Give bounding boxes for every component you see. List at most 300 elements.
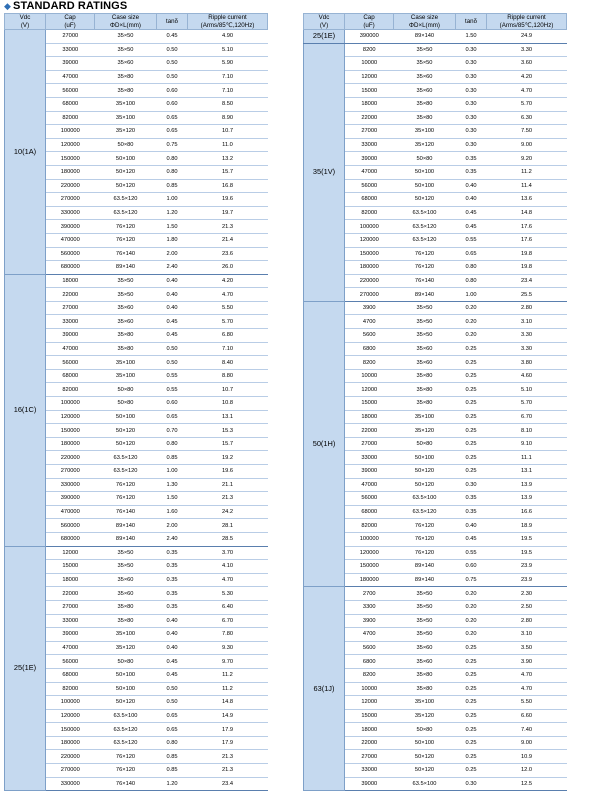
- ripple-current-cell: 9.30: [188, 641, 268, 655]
- cap-cell: 68000: [46, 369, 95, 383]
- tan-delta-cell: 0.85: [157, 451, 188, 465]
- tan-delta-cell: 0.80: [157, 437, 188, 451]
- cap-cell: 470000: [46, 233, 95, 247]
- tan-delta-cell: 0.45: [157, 655, 188, 669]
- case-size-cell: 50×100: [95, 410, 157, 424]
- cap-cell: 5600: [345, 641, 394, 655]
- ripple-current-cell: 28.5: [188, 532, 268, 546]
- ripple-current-cell: 11.2: [487, 165, 567, 179]
- tan-delta-cell: 0.45: [157, 668, 188, 682]
- case-size-cell: 35×50: [394, 301, 456, 315]
- case-size-cell: 50×100: [394, 736, 456, 750]
- case-size-cell: 35×50: [394, 57, 456, 71]
- cap-cell: 270000: [46, 193, 95, 207]
- ripple-current-cell: 5.30: [188, 587, 268, 601]
- ripple-current-cell: 12.0: [487, 764, 567, 778]
- tan-delta-cell: 0.25: [456, 437, 487, 451]
- table-row: [304, 43, 567, 57]
- case-size-cell: 35×60: [95, 573, 157, 587]
- case-size-cell: 89×140: [95, 519, 157, 533]
- tan-delta-cell: 2.00: [157, 519, 188, 533]
- cap-cell: 5600: [345, 329, 394, 343]
- table-row: [304, 30, 567, 44]
- tan-delta-cell: 0.75: [456, 573, 487, 587]
- case-size-cell: 63.5×120: [95, 736, 157, 750]
- tan-delta-cell: 0.65: [157, 410, 188, 424]
- ripple-current-cell: 11.4: [487, 179, 567, 193]
- table-row: [304, 587, 567, 601]
- case-size-cell: 50×120: [95, 165, 157, 179]
- case-size-cell: 50×100: [394, 165, 456, 179]
- tan-delta-cell: 1.20: [157, 206, 188, 220]
- ripple-current-cell: 2.80: [487, 301, 567, 315]
- tan-delta-cell: 0.40: [157, 301, 188, 315]
- cap-cell: 33000: [46, 315, 95, 329]
- case-size-cell: 35×50: [394, 600, 456, 614]
- cap-cell: 100000: [46, 696, 95, 710]
- cap-cell: 150000: [46, 152, 95, 166]
- ripple-current-cell: 9.20: [487, 152, 567, 166]
- tan-delta-cell: 0.80: [157, 736, 188, 750]
- case-size-cell: 35×100: [95, 369, 157, 383]
- cap-cell: 39000: [345, 152, 394, 166]
- cap-cell: 390000: [46, 220, 95, 234]
- tan-delta-cell: 0.30: [456, 111, 487, 125]
- case-size-cell: 50×80: [394, 152, 456, 166]
- cap-cell: 18000: [345, 723, 394, 737]
- cap-cell: 3300: [345, 600, 394, 614]
- case-size-cell: 35×80: [95, 84, 157, 98]
- tan-delta-cell: 0.45: [157, 30, 188, 44]
- tan-delta-cell: 0.25: [456, 451, 487, 465]
- cap-cell: 82000: [345, 519, 394, 533]
- cap-cell: 39000: [345, 465, 394, 479]
- cap-cell: 33000: [345, 764, 394, 778]
- cap-cell: 47000: [345, 165, 394, 179]
- table-row: [5, 274, 268, 288]
- case-size-cell: 63.5×120: [95, 723, 157, 737]
- vdc-cell: 16(1C): [5, 274, 46, 546]
- tan-delta-cell: 0.35: [456, 165, 487, 179]
- case-size-cell: 76×120: [95, 478, 157, 492]
- ripple-current-cell: 7.80: [188, 628, 268, 642]
- ripple-current-cell: 21.3: [188, 764, 268, 778]
- tan-delta-cell: 0.50: [157, 43, 188, 57]
- case-size-cell: 35×60: [394, 641, 456, 655]
- case-size-cell: 89×140: [394, 288, 456, 302]
- cap-cell: 2700: [345, 587, 394, 601]
- case-size-cell: 35×100: [95, 628, 157, 642]
- case-size-cell: 76×140: [95, 247, 157, 261]
- case-size-cell: 63.5×120: [95, 465, 157, 479]
- tan-delta-cell: 1.50: [456, 30, 487, 44]
- case-size-cell: 76×120: [95, 220, 157, 234]
- cap-cell: 47000: [46, 342, 95, 356]
- cap-cell: 39000: [46, 628, 95, 642]
- case-size-cell: 50×120: [394, 764, 456, 778]
- cap-cell: 18000: [46, 573, 95, 587]
- tan-delta-cell: 0.30: [456, 777, 487, 791]
- cap-cell: 39000: [46, 57, 95, 71]
- cap-cell: 3900: [345, 301, 394, 315]
- cap-cell: 39000: [46, 329, 95, 343]
- cap-cell: 180000: [345, 573, 394, 587]
- case-size-cell: 35×80: [394, 97, 456, 111]
- ripple-current-cell: 5.10: [188, 43, 268, 57]
- tan-delta-cell: 0.30: [456, 84, 487, 98]
- cap-cell: 27000: [345, 750, 394, 764]
- tan-delta-cell: 0.40: [157, 641, 188, 655]
- tan-delta-cell: 1.00: [456, 288, 487, 302]
- cap-cell: 470000: [46, 505, 95, 519]
- cap-cell: 180000: [46, 437, 95, 451]
- ripple-current-cell: 2.30: [487, 587, 567, 601]
- case-size-cell: 63.5×100: [95, 709, 157, 723]
- cap-cell: 22000: [345, 736, 394, 750]
- tan-delta-cell: 0.55: [157, 383, 188, 397]
- ripple-current-cell: 13.2: [188, 152, 268, 166]
- tan-delta-cell: 0.25: [456, 682, 487, 696]
- ripple-current-cell: 8.40: [188, 356, 268, 370]
- ripple-current-cell: 7.10: [188, 342, 268, 356]
- case-size-cell: 50×120: [95, 696, 157, 710]
- case-size-cell: 35×80: [95, 70, 157, 84]
- cap-cell: 27000: [46, 30, 95, 44]
- cap-cell: 120000: [345, 233, 394, 247]
- cap-cell: 33000: [345, 451, 394, 465]
- ripple-current-cell: 3.10: [487, 315, 567, 329]
- cap-cell: 82000: [46, 111, 95, 125]
- tan-delta-cell: 0.85: [157, 179, 188, 193]
- cap-cell: 56000: [46, 655, 95, 669]
- cap-cell: 330000: [46, 206, 95, 220]
- tan-delta-cell: 0.35: [157, 560, 188, 574]
- ripple-current-cell: 19.6: [188, 465, 268, 479]
- header-row: [5, 14, 268, 30]
- ripple-current-cell: 4.70: [487, 668, 567, 682]
- ripple-current-cell: 2.50: [487, 600, 567, 614]
- cap-cell: 220000: [345, 274, 394, 288]
- ripple-current-cell: 13.9: [487, 478, 567, 492]
- cap-cell: 390000: [46, 492, 95, 506]
- tan-delta-cell: 0.20: [456, 315, 487, 329]
- tan-delta-cell: 0.85: [157, 764, 188, 778]
- case-size-cell: 76×140: [394, 274, 456, 288]
- ripple-current-cell: 19.7: [188, 206, 268, 220]
- cap-cell: 560000: [46, 247, 95, 261]
- case-size-cell: 35×80: [95, 600, 157, 614]
- cap-cell: 10000: [345, 57, 394, 71]
- cap-cell: 100000: [46, 125, 95, 139]
- col-header-case-size: Case size ΦD×L(mm): [95, 14, 157, 30]
- ripple-current-cell: 7.50: [487, 125, 567, 139]
- cap-cell: 270000: [46, 465, 95, 479]
- case-size-cell: 50×120: [95, 437, 157, 451]
- vdc-cell: 50(1H): [304, 301, 345, 586]
- tan-delta-cell: 0.65: [456, 247, 487, 261]
- cap-cell: 22000: [345, 424, 394, 438]
- cap-cell: 220000: [46, 179, 95, 193]
- case-size-cell: 89×140: [95, 532, 157, 546]
- case-size-cell: 35×80: [95, 329, 157, 343]
- case-size-cell: 63.5×120: [394, 220, 456, 234]
- page-title: [4, 0, 127, 12]
- cap-cell: 270000: [46, 764, 95, 778]
- tan-delta-cell: 0.80: [456, 261, 487, 275]
- case-size-cell: 35×80: [394, 682, 456, 696]
- ripple-current-cell: 9.10: [487, 437, 567, 451]
- cap-cell: 15000: [345, 709, 394, 723]
- case-size-cell: 35×100: [95, 97, 157, 111]
- case-size-cell: 63.5×120: [394, 505, 456, 519]
- col-header-cap: Cap (uF): [345, 14, 394, 30]
- tan-delta-cell: 0.25: [456, 709, 487, 723]
- tan-delta-cell: 0.50: [157, 682, 188, 696]
- tan-delta-cell: 0.60: [157, 397, 188, 411]
- ripple-current-cell: 10.7: [188, 125, 268, 139]
- col-header-tan-delta: tanδ: [456, 14, 487, 30]
- tan-delta-cell: 0.70: [157, 424, 188, 438]
- ripple-current-cell: 5.70: [188, 315, 268, 329]
- tan-delta-cell: 0.35: [157, 600, 188, 614]
- ripple-current-cell: 5.70: [487, 97, 567, 111]
- case-size-cell: 50×80: [95, 655, 157, 669]
- case-size-cell: 35×60: [95, 587, 157, 601]
- vdc-cell: 63(1J): [304, 587, 345, 791]
- ripple-current-cell: 11.1: [487, 451, 567, 465]
- case-size-cell: 50×120: [394, 478, 456, 492]
- tan-delta-cell: 0.50: [157, 696, 188, 710]
- tan-delta-cell: 1.00: [157, 465, 188, 479]
- ripple-current-cell: 4.70: [487, 682, 567, 696]
- ripple-current-cell: 10.7: [188, 383, 268, 397]
- case-size-cell: 89×140: [95, 261, 157, 275]
- ripple-current-cell: 23.9: [487, 573, 567, 587]
- case-size-cell: 35×50: [95, 560, 157, 574]
- case-size-cell: 35×50: [394, 587, 456, 601]
- cap-cell: 4700: [345, 315, 394, 329]
- ripple-current-cell: 4.10: [188, 560, 268, 574]
- case-size-cell: 50×120: [95, 424, 157, 438]
- ripple-current-cell: 5.70: [487, 397, 567, 411]
- ripple-current-cell: 8.80: [188, 369, 268, 383]
- cap-cell: 680000: [46, 261, 95, 275]
- ripple-current-cell: 21.3: [188, 750, 268, 764]
- ripple-current-cell: 10.8: [188, 397, 268, 411]
- col-header-ripple-current: Ripple current (Arms/85℃,120Hz): [487, 14, 567, 30]
- ripple-current-cell: 17.9: [188, 736, 268, 750]
- tan-delta-cell: 0.30: [456, 125, 487, 139]
- case-size-cell: 76×120: [394, 532, 456, 546]
- ripple-current-cell: 6.40: [188, 600, 268, 614]
- ripple-current-cell: 6.80: [188, 329, 268, 343]
- tan-delta-cell: 0.35: [456, 492, 487, 506]
- cap-cell: 220000: [46, 750, 95, 764]
- vdc-cell: 10(1A): [5, 30, 46, 275]
- tan-delta-cell: 0.25: [456, 668, 487, 682]
- ripple-current-cell: 23.6: [188, 247, 268, 261]
- ripple-current-cell: 4.70: [188, 288, 268, 302]
- tan-delta-cell: 0.25: [456, 383, 487, 397]
- ratings-table-left: [4, 13, 268, 791]
- ripple-current-cell: 4.20: [487, 70, 567, 84]
- case-size-cell: 89×140: [394, 573, 456, 587]
- case-size-cell: 76×120: [394, 546, 456, 560]
- cap-cell: 100000: [46, 397, 95, 411]
- case-size-cell: 35×100: [394, 696, 456, 710]
- table-row: [5, 546, 268, 560]
- case-size-cell: 50×100: [95, 668, 157, 682]
- col-header-ripple-current: Ripple current (Arms/85℃,120Hz): [188, 14, 268, 30]
- cap-cell: 15000: [345, 397, 394, 411]
- case-size-cell: 50×120: [95, 179, 157, 193]
- ripple-current-cell: 24.9: [487, 30, 567, 44]
- table-row: [5, 30, 268, 44]
- case-size-cell: 35×80: [394, 369, 456, 383]
- tan-delta-cell: 0.55: [456, 233, 487, 247]
- case-size-cell: 35×120: [394, 138, 456, 152]
- tan-delta-cell: 0.45: [456, 220, 487, 234]
- ripple-current-cell: 8.50: [188, 97, 268, 111]
- ripple-current-cell: 9.70: [188, 655, 268, 669]
- ripple-current-cell: 19.8: [487, 247, 567, 261]
- tan-delta-cell: 0.80: [456, 274, 487, 288]
- ripple-current-cell: 3.80: [487, 356, 567, 370]
- ripple-current-cell: 3.10: [487, 628, 567, 642]
- vdc-cell: 35(1V): [304, 43, 345, 301]
- ripple-current-cell: 11.2: [188, 682, 268, 696]
- cap-cell: 180000: [345, 261, 394, 275]
- tan-delta-cell: 0.60: [157, 97, 188, 111]
- ripple-current-cell: 4.20: [188, 274, 268, 288]
- case-size-cell: 35×50: [95, 288, 157, 302]
- cap-cell: 27000: [345, 125, 394, 139]
- ripple-current-cell: 19.5: [487, 532, 567, 546]
- ripple-current-cell: 8.90: [188, 111, 268, 125]
- ripple-current-cell: 3.30: [487, 43, 567, 57]
- ripple-current-cell: 13.6: [487, 193, 567, 207]
- case-size-cell: 35×120: [95, 125, 157, 139]
- col-header-tan-delta: tanδ: [157, 14, 188, 30]
- cap-cell: 82000: [345, 206, 394, 220]
- tan-delta-cell: 0.50: [157, 70, 188, 84]
- ripple-current-cell: 18.9: [487, 519, 567, 533]
- ripple-current-cell: 23.9: [487, 560, 567, 574]
- case-size-cell: 63.5×100: [394, 206, 456, 220]
- col-header-cap: Cap (uF): [46, 14, 95, 30]
- case-size-cell: 50×80: [95, 383, 157, 397]
- tan-delta-cell: 1.60: [157, 505, 188, 519]
- ripple-current-cell: 4.70: [188, 573, 268, 587]
- tan-delta-cell: 0.30: [456, 70, 487, 84]
- case-size-cell: 63.5×120: [95, 451, 157, 465]
- tan-delta-cell: 0.40: [456, 519, 487, 533]
- cap-cell: 8200: [345, 43, 394, 57]
- cap-cell: 12000: [345, 696, 394, 710]
- cap-cell: 100000: [345, 220, 394, 234]
- ripple-current-cell: 21.1: [188, 478, 268, 492]
- cap-cell: 18000: [345, 410, 394, 424]
- case-size-cell: 35×50: [95, 546, 157, 560]
- cap-cell: 18000: [345, 97, 394, 111]
- cap-cell: 33000: [345, 138, 394, 152]
- case-size-cell: 50×80: [95, 397, 157, 411]
- cap-cell: 10000: [345, 682, 394, 696]
- tan-delta-cell: 0.30: [456, 138, 487, 152]
- cap-cell: 68000: [46, 668, 95, 682]
- cap-cell: 22000: [46, 587, 95, 601]
- case-size-cell: 50×100: [394, 451, 456, 465]
- tan-delta-cell: 0.30: [456, 57, 487, 71]
- case-size-cell: 63.5×120: [394, 233, 456, 247]
- ripple-current-cell: 16.8: [188, 179, 268, 193]
- ripple-current-cell: 13.9: [487, 492, 567, 506]
- case-size-cell: 35×100: [95, 356, 157, 370]
- tan-delta-cell: 0.35: [157, 587, 188, 601]
- cap-cell: 3900: [345, 614, 394, 628]
- case-size-cell: 89×140: [394, 560, 456, 574]
- case-size-cell: 35×80: [95, 342, 157, 356]
- ripple-current-cell: 15.7: [188, 437, 268, 451]
- vdc-cell: 25(1E): [304, 30, 345, 44]
- cap-cell: 47000: [345, 478, 394, 492]
- tan-delta-cell: 0.50: [157, 57, 188, 71]
- case-size-cell: 35×60: [394, 84, 456, 98]
- ripple-current-cell: 8.10: [487, 424, 567, 438]
- tan-delta-cell: 0.65: [157, 125, 188, 139]
- case-size-cell: 76×140: [95, 777, 157, 791]
- tan-delta-cell: 0.20: [456, 329, 487, 343]
- tan-delta-cell: 0.65: [157, 723, 188, 737]
- ripple-current-cell: 25.5: [487, 288, 567, 302]
- tan-delta-cell: 0.25: [456, 424, 487, 438]
- case-size-cell: 50×100: [95, 152, 157, 166]
- tan-delta-cell: 0.45: [456, 206, 487, 220]
- ripple-current-cell: 3.30: [487, 342, 567, 356]
- ripple-current-cell: 19.2: [188, 451, 268, 465]
- case-size-cell: 35×60: [95, 315, 157, 329]
- case-size-cell: 76×120: [394, 247, 456, 261]
- tan-delta-cell: 1.20: [157, 777, 188, 791]
- case-size-cell: 35×80: [95, 614, 157, 628]
- case-size-cell: 35×80: [394, 668, 456, 682]
- case-size-cell: 35×60: [394, 655, 456, 669]
- case-size-cell: 35×100: [394, 410, 456, 424]
- tan-delta-cell: 0.50: [157, 356, 188, 370]
- ripple-current-cell: 23.4: [188, 777, 268, 791]
- ripple-current-cell: 15.7: [188, 165, 268, 179]
- cap-cell: 68000: [345, 193, 394, 207]
- ripple-current-cell: 14.9: [188, 709, 268, 723]
- ripple-current-cell: 6.60: [487, 709, 567, 723]
- case-size-cell: 76×120: [95, 492, 157, 506]
- ripple-current-cell: 11.2: [188, 668, 268, 682]
- tan-delta-cell: 0.25: [456, 342, 487, 356]
- cap-cell: 120000: [46, 410, 95, 424]
- tan-delta-cell: 0.40: [157, 628, 188, 642]
- case-size-cell: 50×100: [394, 179, 456, 193]
- tan-delta-cell: 1.50: [157, 220, 188, 234]
- tan-delta-cell: 0.75: [157, 138, 188, 152]
- tan-delta-cell: 0.20: [456, 600, 487, 614]
- cap-cell: 8200: [345, 668, 394, 682]
- tan-delta-cell: 0.25: [456, 696, 487, 710]
- cap-cell: 6800: [345, 655, 394, 669]
- tan-delta-cell: 0.25: [456, 736, 487, 750]
- tan-delta-cell: 0.25: [456, 723, 487, 737]
- case-size-cell: 35×50: [95, 43, 157, 57]
- tan-delta-cell: 0.40: [157, 274, 188, 288]
